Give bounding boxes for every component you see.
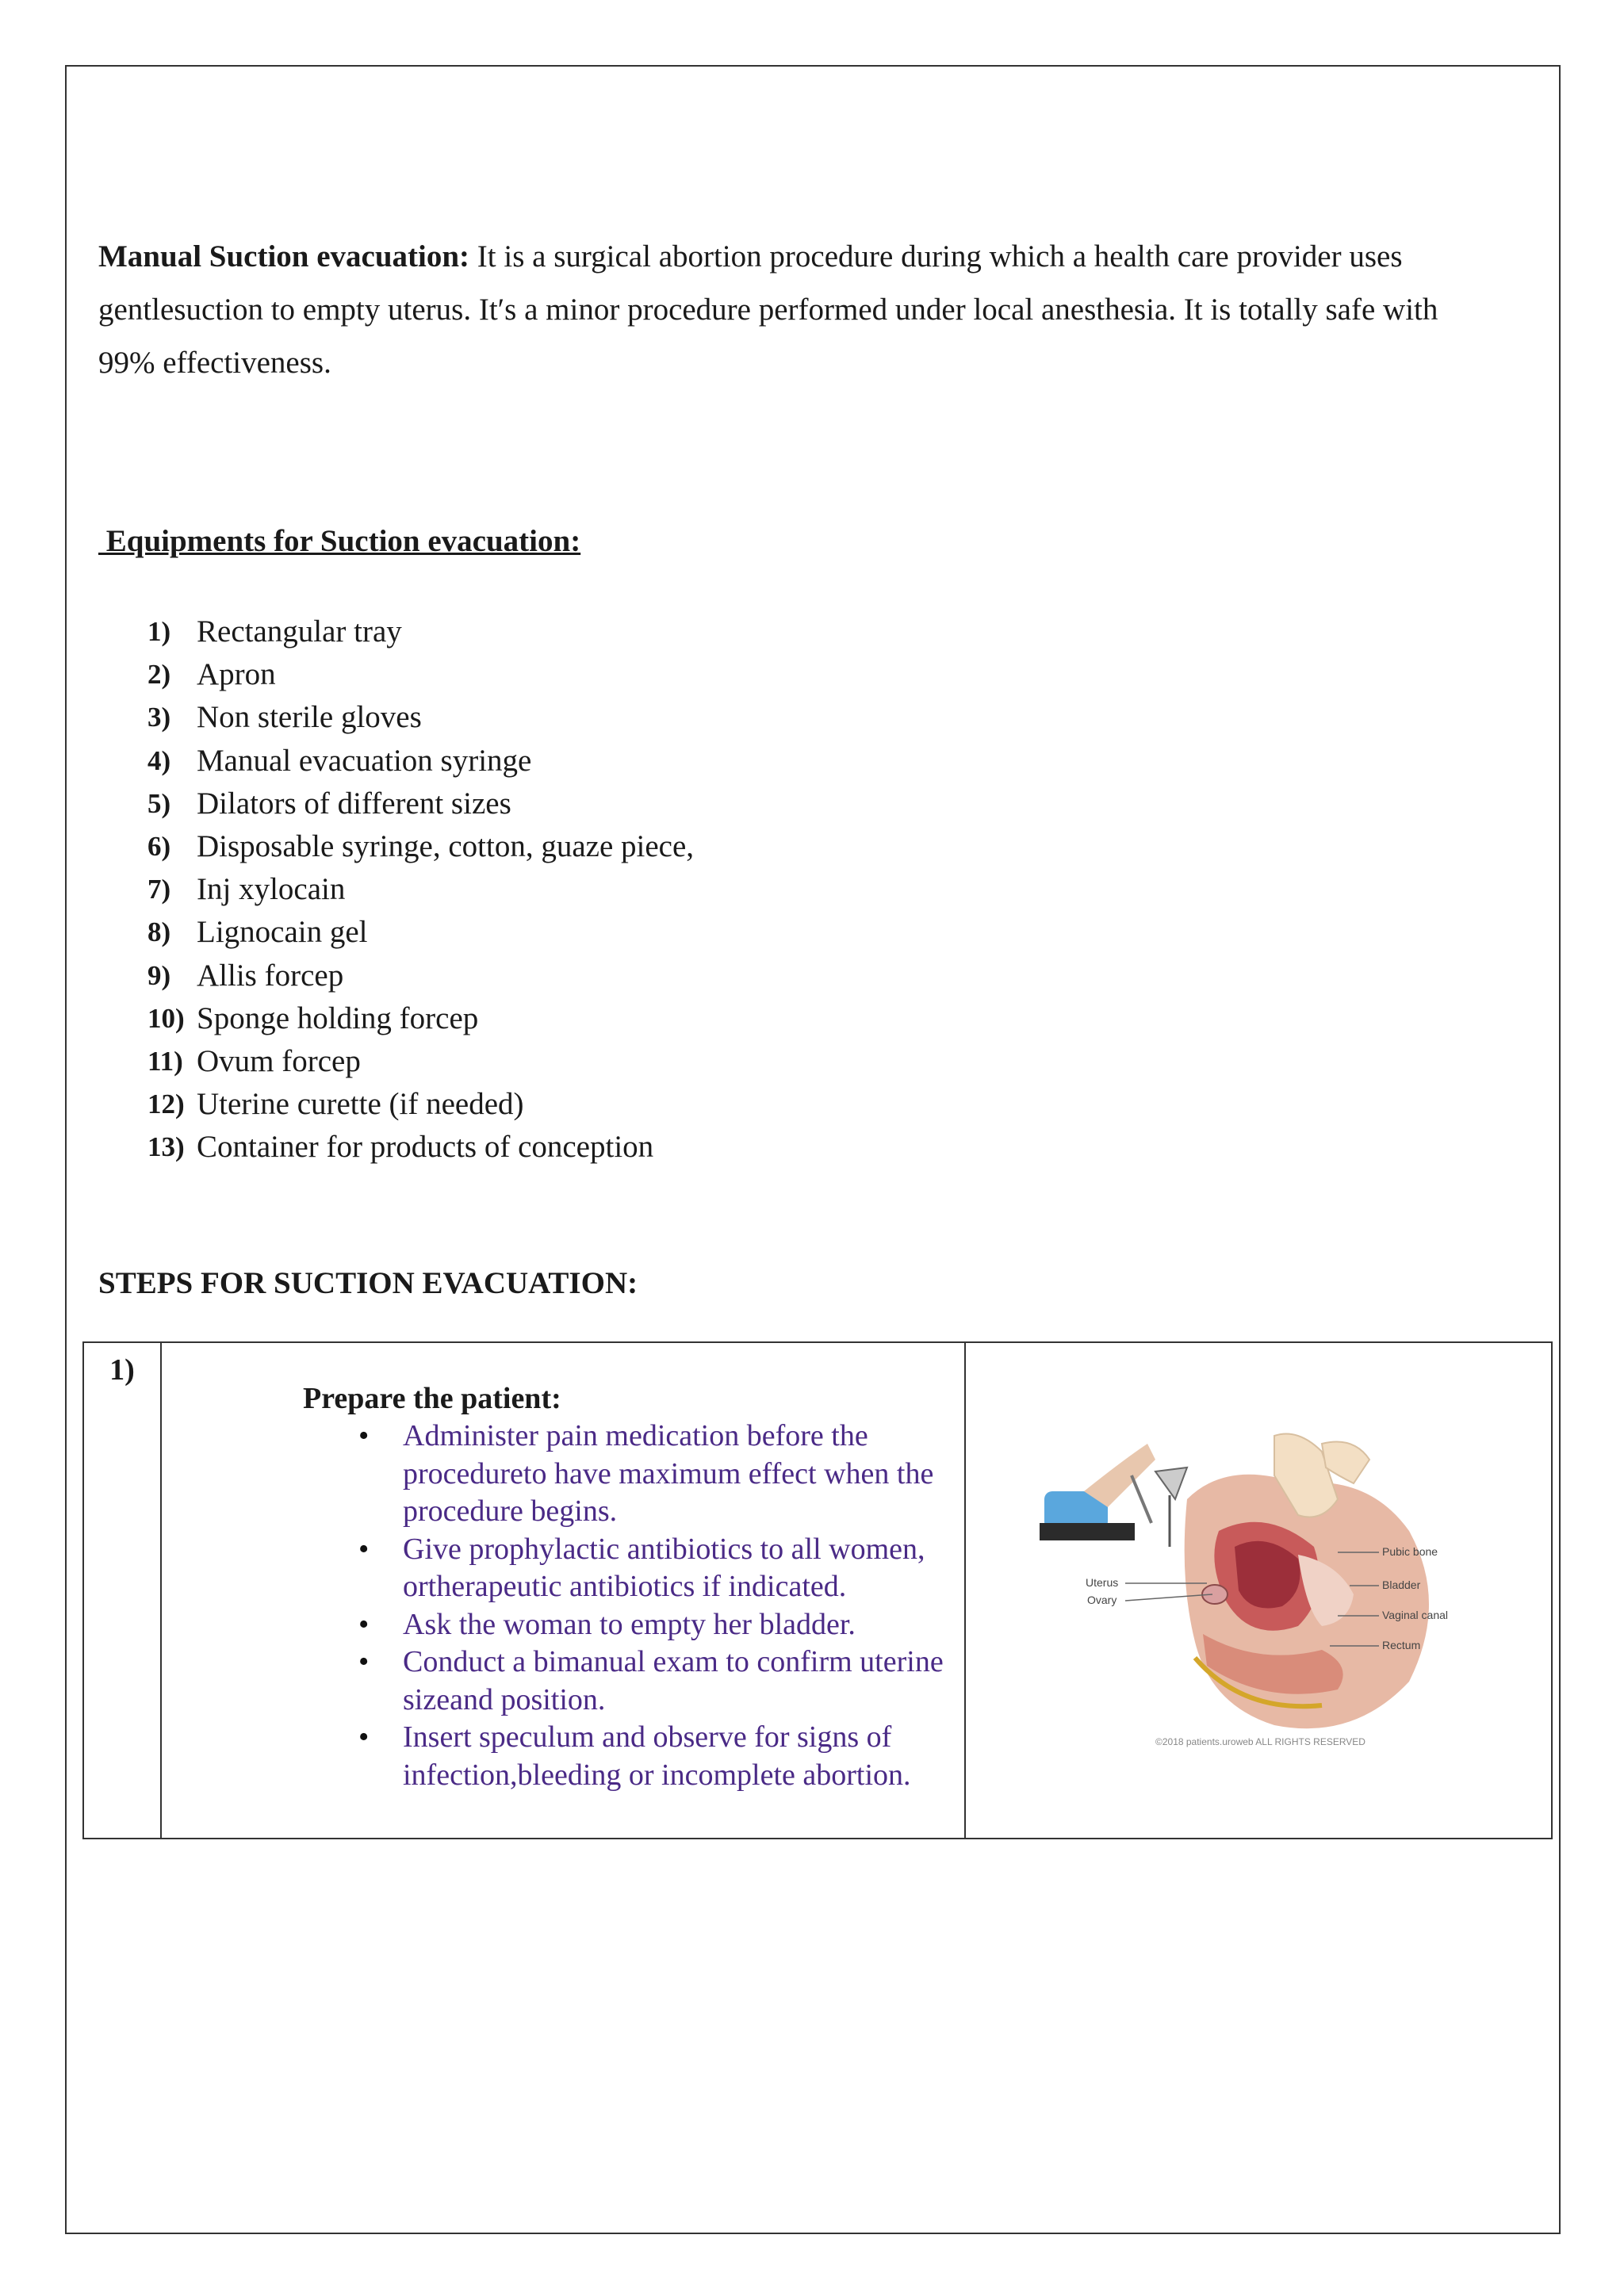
intro-text: It is a surgical abortion procedure during which a health care provider uses gentlesuction to empty uterus. It′s a minor procedure performed under local anesthesia. It is totally safe with 99% effectiveness. [98,239,1438,380]
step-number: 1) [109,1353,135,1387]
steps-table [82,1341,1553,1839]
list-item: 1) Rectangular tray [147,614,402,649]
label-ovary: Ovary [1087,1594,1117,1606]
step-text-cell [161,1342,965,1839]
label-pubic-bone: Pubic bone [1382,1545,1438,1558]
equipment-list [147,610,694,1169]
table-shape [1040,1523,1135,1540]
list-item: 4) Manual evacuation syringe [147,743,532,778]
label-bladder: Bladder [1382,1578,1421,1591]
list-item: 7) Inj xylocain [147,872,346,907]
list-item: 13) Container for products of conception [147,1130,654,1165]
label-vaginal-canal: Vaginal canal [1382,1609,1449,1621]
equipment-heading: Equipments for Suction evacuation: [98,524,581,558]
table-row [83,1342,1552,1839]
step-image-cell [965,1342,1552,1839]
list-item: 9) Allis forcep [147,958,344,993]
step-bullets [162,1418,964,1794]
list-item: • Give prophylactic antibiotics to all women, ortherapeutic antibiotics if indicated. [403,1531,964,1606]
leg-shape [1084,1444,1155,1507]
steps-heading: STEPS FOR SUCTION EVACUATION: [98,1266,638,1300]
list-item: 11) Ovum forcep [147,1044,361,1079]
label-uterus: Uterus [1086,1576,1119,1589]
list-item: 3) Non sterile gloves [147,700,422,735]
label-rectum: Rectum [1382,1639,1421,1651]
speculum-shape [1155,1468,1187,1499]
list-item: 10) Sponge holding forcep [147,1001,479,1035]
pelvic-anatomy-illustration [1036,1428,1480,1753]
list-item: • Ask the woman to empty her bladder. [403,1606,964,1644]
list-item: 12) Uterine curette (if needed) [147,1087,524,1122]
step-title: Prepare the patient: [303,1382,561,1415]
list-item: • Administer pain medication before the procedureto have maximum effect when the procedure begins. [403,1418,964,1531]
step-number-cell [83,1342,161,1839]
list-item: • Conduct a bimanual exam to confirm uterine sizeand position. [403,1644,964,1719]
list-item: • Insert speculum and observe for signs of infection,bleeding or incomplete abortion. [403,1719,964,1794]
list-item: 2) Apron [147,657,276,692]
list-item: 5) Dilators of different sizes [147,786,511,821]
figure-credit: ©2018 patients.uroweb ALL RIGHTS RESERVED [1155,1736,1365,1747]
list-item: 6) Disposable syringe, cotton, guaze piece, [147,829,695,864]
intro-paragraph [98,230,1494,389]
intro-term: Manual Suction evacuation: [98,239,470,274]
list-item: 8) Lignocain gel [147,915,368,950]
instrument-shape [1132,1475,1151,1523]
